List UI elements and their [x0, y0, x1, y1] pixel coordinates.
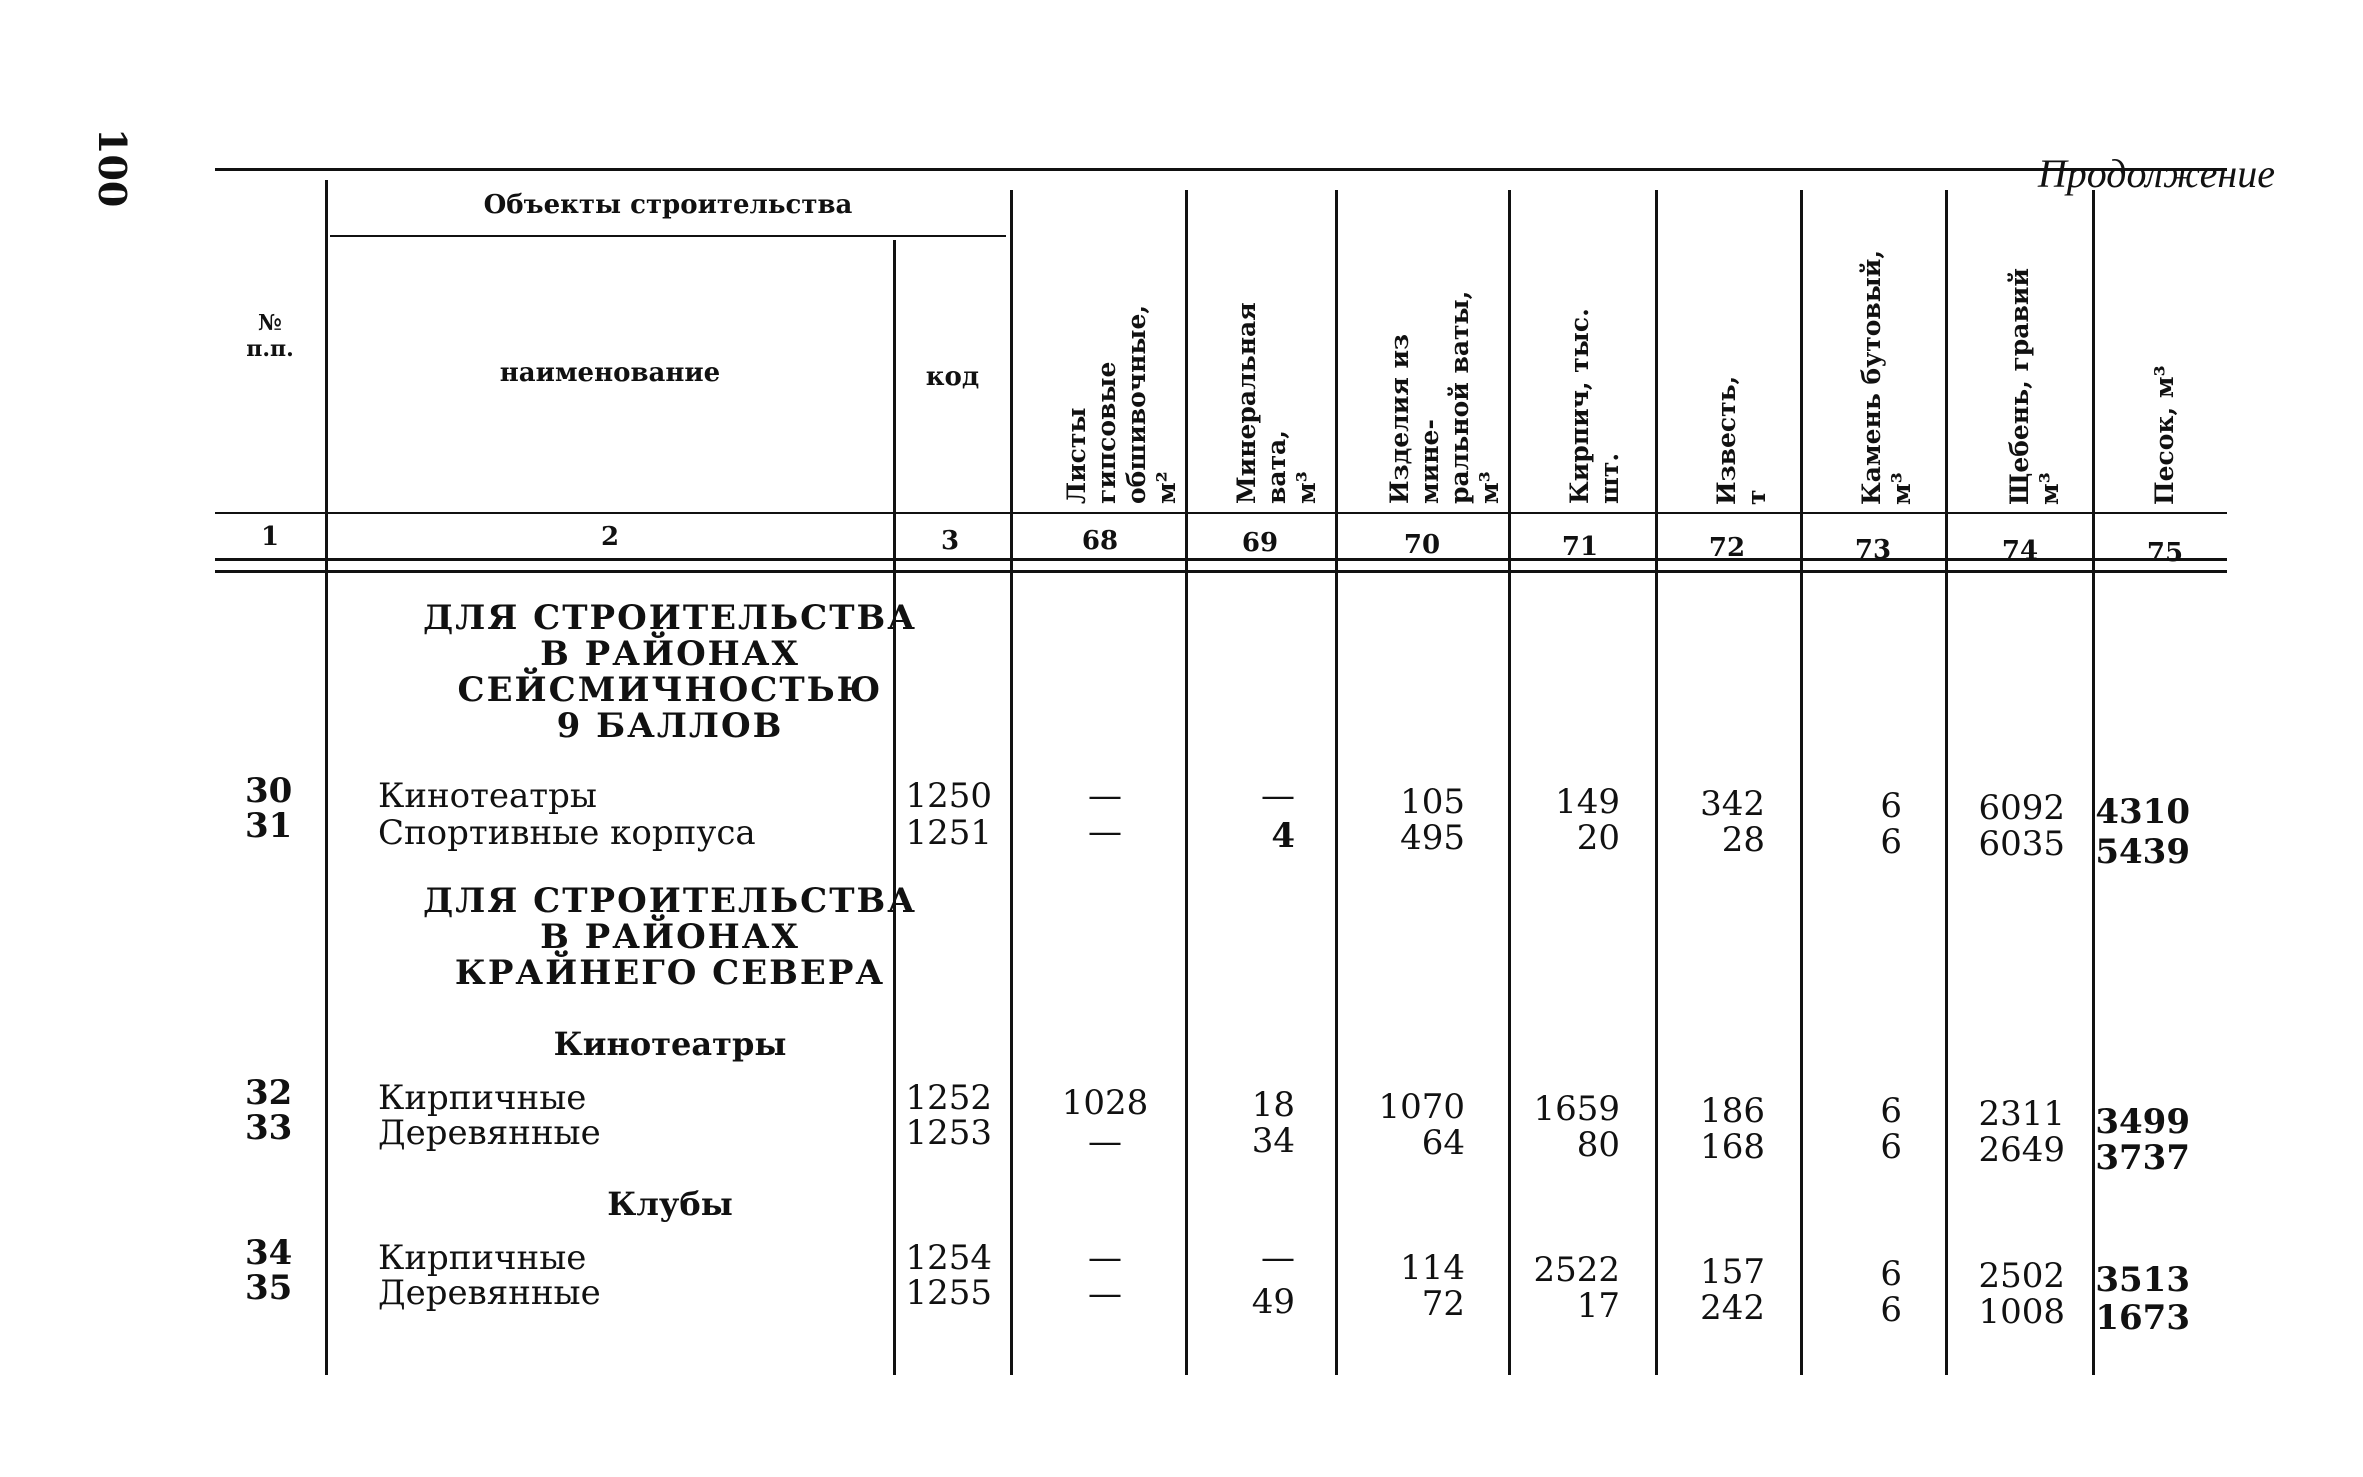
- col-divider-72: [1800, 190, 1803, 1375]
- header-c70: Изделия из мине- ральной ваты, м³: [1385, 290, 1504, 504]
- row-name: Деревянные: [378, 1113, 601, 1153]
- col-divider-70: [1508, 190, 1511, 1375]
- col-divider-68: [1185, 190, 1188, 1375]
- header-c69: Минеральная вата, м³: [1232, 302, 1321, 504]
- col-divider-69: [1335, 190, 1338, 1375]
- cell-c68: —: [1088, 812, 1122, 852]
- cell-c75: 3737: [2095, 1138, 2190, 1178]
- cell-c70: 114: [1400, 1248, 1465, 1288]
- cell-c75: 5439: [2095, 832, 2190, 872]
- continuation-label: Продолжение: [2037, 151, 2275, 196]
- cell-c75: 1673: [2095, 1298, 2190, 1338]
- header-objects: Объекты строительства: [483, 190, 853, 220]
- subheading-cinemas: Кинотеатры: [553, 1025, 787, 1063]
- col-number: 3: [940, 526, 960, 556]
- cell-c71: 20: [1576, 818, 1620, 858]
- cell-c71: 80: [1576, 1125, 1620, 1165]
- row-name: Кинотеатры: [378, 776, 597, 816]
- cell-c68: 1028: [1061, 1083, 1149, 1123]
- cell-c68: —: [1088, 1122, 1122, 1162]
- row-number: 33: [245, 1108, 293, 1148]
- header-c73: Камень бутовый, м³: [1857, 249, 1916, 505]
- cell-c69: 34: [1251, 1121, 1295, 1161]
- cell-c73: 6: [1880, 1290, 1902, 1330]
- cell-c74: 6092: [1978, 788, 2065, 828]
- cell-c68: —: [1088, 1274, 1122, 1314]
- cell-c69: —: [1261, 1238, 1295, 1278]
- col-number: 71: [1561, 532, 1599, 562]
- cell-c73: 6: [1880, 1127, 1902, 1167]
- cell-c69: 4: [1271, 816, 1295, 856]
- col-number: 72: [1708, 533, 1746, 563]
- cell-c73: 6: [1880, 786, 1902, 826]
- col-number: 68: [1081, 526, 1119, 556]
- cell-c70: 495: [1400, 818, 1465, 858]
- cell-c68: —: [1088, 776, 1122, 816]
- row-name: Кирпичные: [378, 1238, 587, 1278]
- row-name: Кирпичные: [378, 1078, 587, 1118]
- cell-c71: 149: [1555, 782, 1620, 822]
- row-code: 1255: [905, 1273, 992, 1313]
- header-number: № п.п.: [246, 310, 294, 362]
- header-c74: Щебень, гравий м³: [2005, 268, 2064, 505]
- colnum-rule: [215, 558, 2227, 561]
- row-code: 1252: [905, 1078, 992, 1118]
- cell-c74: 6035: [1978, 824, 2065, 864]
- cell-c70: 72: [1421, 1284, 1465, 1324]
- row-code: 1253: [905, 1113, 992, 1153]
- cell-c72: 186: [1700, 1091, 1765, 1131]
- cell-c73: 6: [1880, 1091, 1902, 1131]
- cell-c74: 2311: [1978, 1094, 2065, 1134]
- col-number: 70: [1403, 530, 1441, 560]
- row-name: Деревянные: [378, 1273, 601, 1313]
- header-c68: Листы гипсовые обшивочные, м²: [1062, 304, 1181, 504]
- cell-c68: —: [1088, 1238, 1122, 1278]
- col-number: 73: [1854, 535, 1892, 565]
- body-top-rule: [215, 570, 2227, 573]
- row-number: 30: [245, 771, 293, 811]
- cell-c71: 17: [1576, 1286, 1620, 1326]
- header-c75: Песок, м³: [2150, 365, 2179, 505]
- cell-c72: 342: [1700, 784, 1765, 824]
- row-name: Спортивные корпуса: [378, 813, 756, 853]
- col-divider-1: [325, 180, 328, 1375]
- cell-c75: 3513: [2095, 1260, 2190, 1300]
- col-number: 69: [1241, 528, 1279, 558]
- cell-c69: —: [1261, 776, 1295, 816]
- row-number: 34: [245, 1233, 293, 1273]
- cell-c72: 28: [1721, 820, 1765, 860]
- row-number: 32: [245, 1073, 293, 1113]
- row-number: 31: [245, 806, 293, 846]
- col-number: 75: [2146, 538, 2184, 568]
- page-number: 100: [90, 128, 135, 208]
- col-number: 74: [2001, 536, 2039, 566]
- row-code: 1254: [905, 1238, 992, 1278]
- col-divider-3: [1010, 190, 1013, 1375]
- header-name: наименование: [499, 358, 721, 388]
- cell-c70: 64: [1421, 1123, 1465, 1163]
- cell-c75: 4310: [2095, 792, 2190, 832]
- cell-c71: 2522: [1533, 1250, 1620, 1290]
- objects-rule: [330, 235, 1006, 237]
- cell-c74: 2649: [1978, 1130, 2065, 1170]
- col-number: 2: [600, 522, 620, 552]
- cell-c69: 18: [1251, 1085, 1295, 1125]
- cell-c70: 1070: [1378, 1087, 1465, 1127]
- section-heading-seismic: ДЛЯ СТРОИТЕЛЬСТВА В РАЙОНАХ СЕЙСМИЧНОСТЬЮ 9 БАЛЛОВ: [423, 598, 917, 746]
- cell-c73: 6: [1880, 822, 1902, 862]
- cell-c74: 1008: [1978, 1292, 2065, 1332]
- row-code: 1250: [905, 776, 992, 816]
- row-code: 1251: [905, 813, 992, 853]
- col-divider-74: [2092, 190, 2095, 1375]
- col-divider-71: [1655, 190, 1658, 1375]
- cell-c72: 157: [1700, 1252, 1765, 1292]
- cell-c70: 105: [1400, 782, 1465, 822]
- subheading-clubs: Клубы: [607, 1185, 733, 1223]
- header-c71: Кирпич, тыс. шт.: [1565, 308, 1624, 504]
- header-code: код: [925, 362, 980, 392]
- cell-c69: 49: [1251, 1282, 1295, 1322]
- cell-c71: 1659: [1533, 1089, 1620, 1129]
- cell-c72: 168: [1700, 1127, 1765, 1167]
- cell-c74: 2502: [1978, 1256, 2065, 1296]
- row-number: 35: [245, 1268, 293, 1308]
- col-number: 1: [260, 522, 280, 552]
- cell-c72: 242: [1700, 1288, 1765, 1328]
- cell-c75: 3499: [2095, 1102, 2190, 1142]
- cell-c73: 6: [1880, 1254, 1902, 1294]
- top-rule: [215, 168, 2227, 171]
- header-bottom-rule: [215, 512, 2227, 514]
- section-heading-north: ДЛЯ СТРОИТЕЛЬСТВА В РАЙОНАХ КРАЙНЕГО СЕВЕРА: [423, 881, 917, 993]
- col-divider-73: [1945, 190, 1948, 1375]
- header-c72: Известь, т: [1712, 375, 1771, 505]
